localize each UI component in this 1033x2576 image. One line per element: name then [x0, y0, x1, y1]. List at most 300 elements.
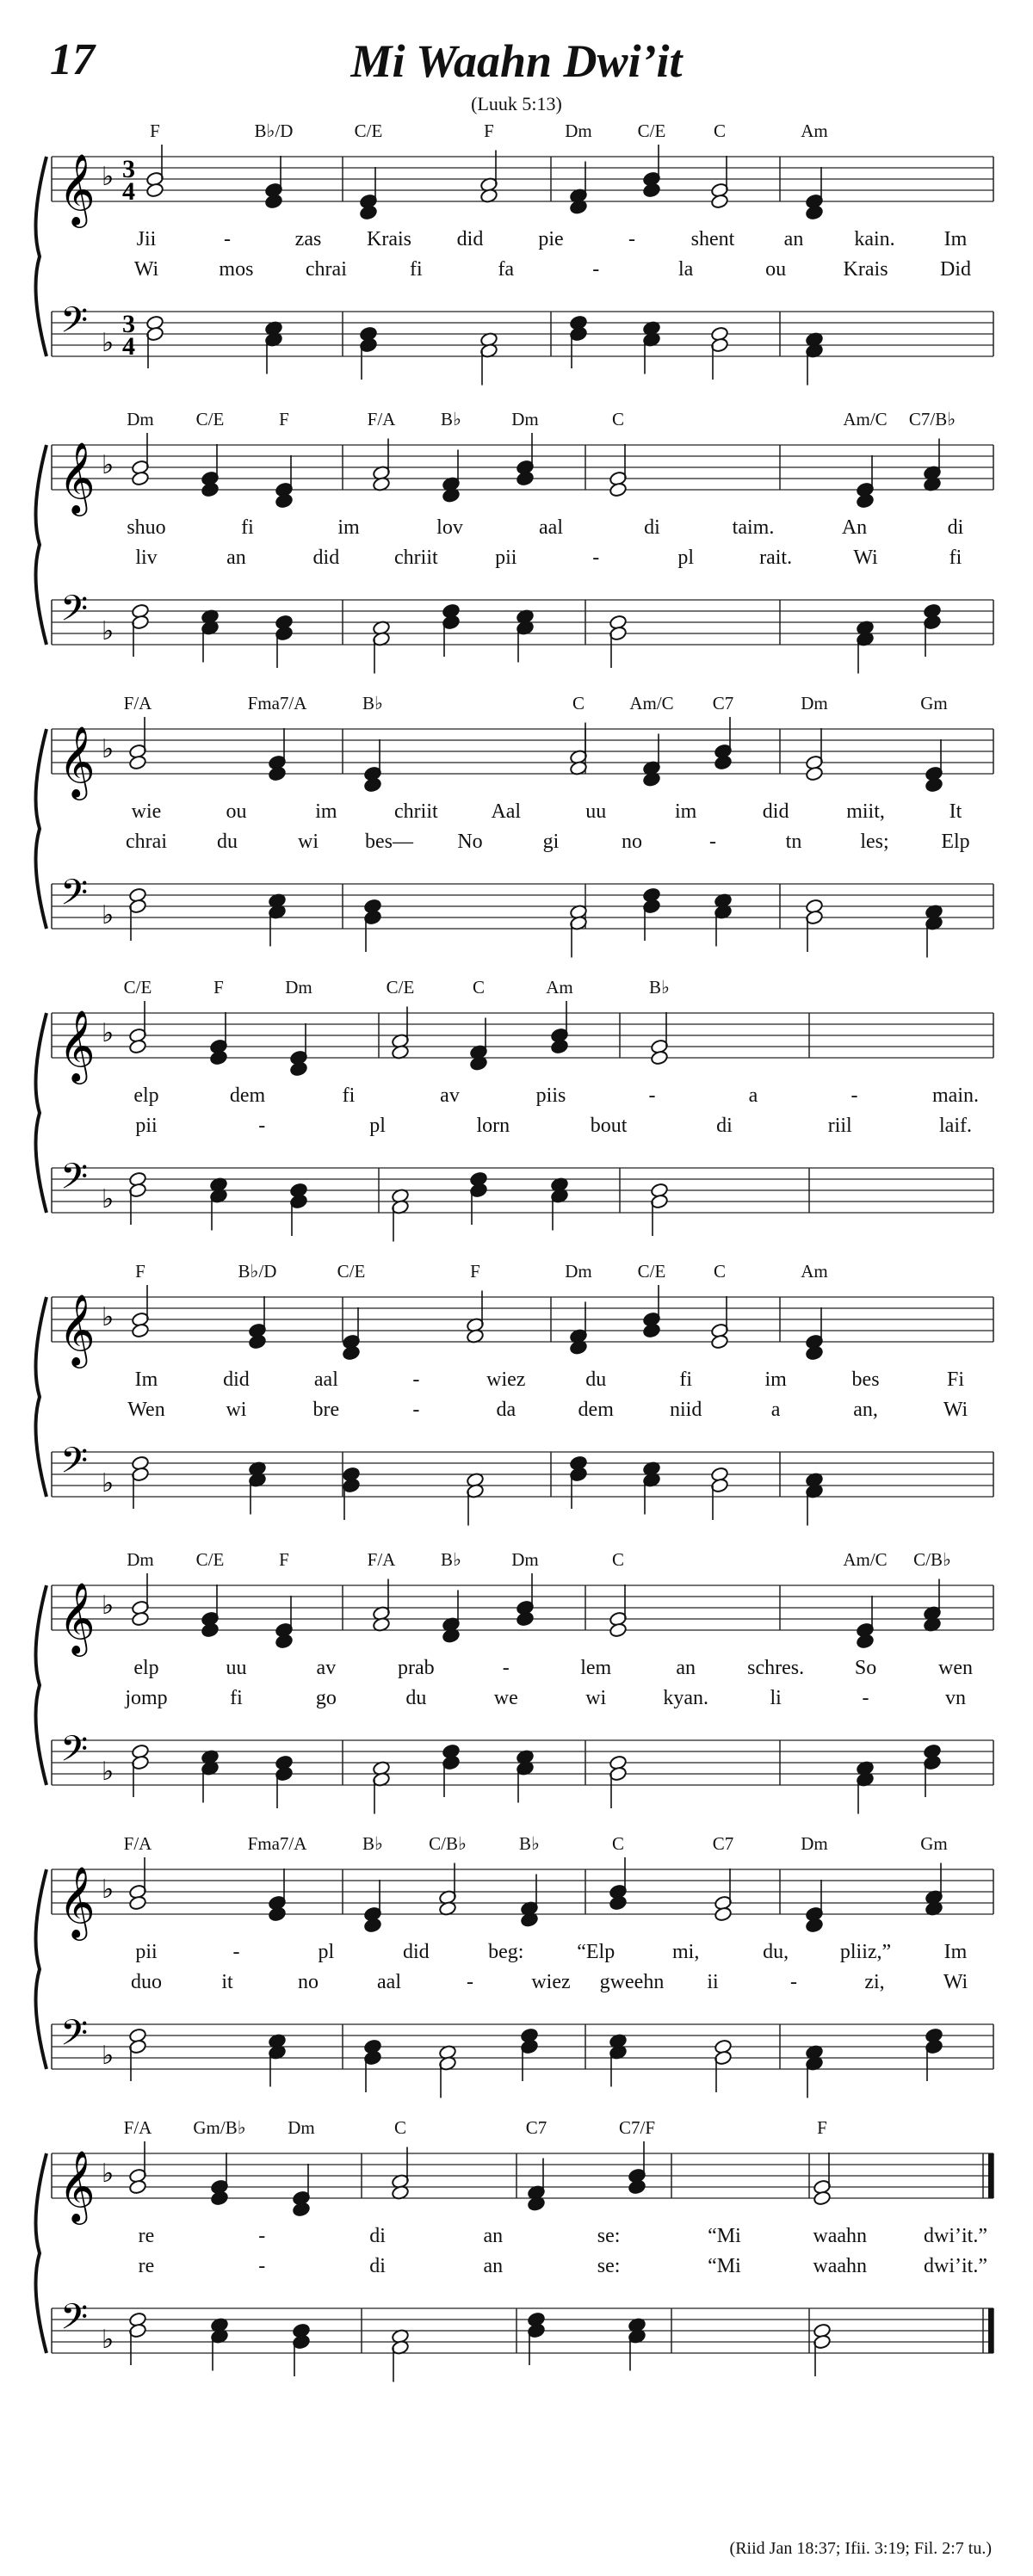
chord-symbol: C/E	[195, 1549, 225, 1570]
lyric-verse1: fi	[241, 516, 254, 539]
lyric-verse2: an	[483, 2255, 504, 2277]
lyric-verse2: Wi	[853, 547, 878, 569]
note-head	[275, 493, 293, 509]
lyric-verse1: -	[258, 2225, 266, 2247]
chord-symbol: C	[611, 1833, 625, 1854]
lyric-verse1: lem	[580, 1657, 612, 1679]
lyric-verse1: du	[585, 1368, 607, 1391]
lyric-verse1: Im	[134, 1368, 158, 1391]
bass-clef-icon: 𝄢	[60, 588, 89, 638]
lyric-verse2: mos	[219, 258, 254, 281]
lyric-verse2: no	[298, 1971, 319, 1993]
lyric-verse2: Wi	[943, 1971, 968, 1993]
music-system	[0, 693, 1033, 968]
lyric-verse1: piis	[535, 1084, 566, 1107]
note-head	[650, 1050, 668, 1066]
lyric-verse2: pl	[677, 547, 694, 569]
lyric-verse1: an	[676, 1657, 696, 1679]
lyric-verse1: Im	[943, 228, 968, 250]
lyric-verse1: -	[628, 228, 635, 250]
lyric-verse2: a	[770, 1399, 781, 1421]
chord-symbol: B♭	[441, 409, 461, 429]
lyric-verse2: Wen	[127, 1399, 165, 1421]
flat-icon: ♭	[102, 329, 114, 357]
lyric-verse1: did	[762, 800, 789, 823]
lyric-verse2: li	[770, 1687, 782, 1709]
lyric-verse1: fi	[679, 1368, 692, 1391]
chord-symbol: Am	[546, 977, 573, 998]
treble-clef-icon: 𝄞	[59, 441, 96, 513]
chord-symbol: Dm	[127, 409, 154, 429]
lyric-verse2: wi	[226, 1399, 247, 1421]
lyric-verse2: no	[622, 831, 642, 853]
note-head	[925, 777, 943, 793]
lyric-verse1: It	[949, 800, 962, 823]
lyric-verse1: pie	[538, 228, 564, 250]
lyric-verse2: “Mi	[708, 2255, 741, 2277]
lyric-verse2: -	[592, 547, 600, 569]
chord-symbol: Dm	[801, 693, 828, 713]
lyric-verse1: schres.	[747, 1657, 805, 1679]
lyric-verse1: lov	[436, 516, 463, 539]
chord-symbol: B♭/D	[254, 120, 294, 141]
note-head	[609, 1622, 627, 1638]
lyric-verse1: -	[224, 228, 231, 250]
time-signature-top: 3	[122, 310, 135, 338]
lyric-verse2: les;	[860, 831, 889, 853]
chord-symbol: Am	[801, 1261, 828, 1282]
note-head	[292, 2202, 310, 2217]
lyric-verse2: di	[369, 2255, 386, 2277]
note-head	[289, 1061, 307, 1077]
note-head	[210, 2190, 228, 2206]
lyric-verse1: wen	[938, 1657, 973, 1679]
lyric-verse1: -	[648, 1084, 656, 1107]
lyric-verse2: did	[312, 547, 340, 569]
note-head	[642, 182, 660, 198]
time-signature-top: 3	[122, 155, 135, 183]
lyric-verse1: “Mi	[708, 2225, 741, 2247]
lyric-verse2: dem	[578, 1399, 614, 1421]
chord-symbol: Gm	[920, 693, 948, 713]
music-system	[0, 977, 1033, 1252]
lyric-verse2: pii	[135, 1115, 158, 1137]
lyric-verse1: di	[644, 516, 660, 539]
chord-symbol: C	[572, 693, 585, 713]
note-head	[856, 1634, 874, 1649]
lyric-verse1: did	[456, 228, 484, 250]
lyric-verse1: av	[316, 1657, 337, 1679]
note-head	[516, 1611, 534, 1627]
note-head	[714, 755, 732, 770]
lyric-verse2: it	[221, 1971, 233, 1993]
lyric-verse2: liv	[135, 547, 158, 569]
lyric-verse2: kyan.	[663, 1687, 708, 1709]
lyric-verse2: No	[457, 831, 483, 853]
lyric-verse2: rait.	[759, 547, 793, 569]
lyric-verse2: bre	[312, 1399, 340, 1421]
lyric-verse1: im	[764, 1368, 787, 1391]
lyric-verse1: an	[483, 2225, 504, 2247]
lyric-verse2: chrai	[126, 831, 167, 853]
staff-notation	[0, 2117, 1033, 2393]
lyric-verse1: im	[674, 800, 697, 823]
bass-clef-icon: 𝄢	[60, 1728, 89, 1778]
note-head	[131, 1323, 149, 1338]
lyric-verse1: waahn	[813, 2225, 868, 2247]
chord-symbol: Dm	[565, 1261, 592, 1282]
flat-icon: ♭	[102, 735, 114, 763]
lyric-verse1: ou	[226, 800, 247, 823]
note-head	[805, 1345, 823, 1361]
scripture-reference: (Luuk 5:13)	[471, 93, 562, 114]
lyric-verse2: jomp	[125, 1687, 168, 1709]
lyric-verse2: Krais	[843, 258, 888, 281]
lyric-verse2: bes—	[365, 831, 413, 853]
flat-icon: ♭	[102, 901, 114, 930]
treble-clef-icon: 𝄞	[59, 725, 96, 797]
chord-symbol: C7/B♭	[908, 409, 956, 429]
lyric-verse1: du,	[763, 1941, 789, 1963]
lyric-verse1: di	[947, 516, 964, 539]
flat-icon: ♭	[102, 617, 114, 646]
chord-symbol: C/E	[195, 409, 225, 429]
note-head	[516, 471, 534, 486]
note-head	[363, 777, 381, 793]
chord-symbol: C/E	[123, 977, 152, 998]
lyric-verse2: du	[217, 831, 238, 853]
lyric-verse1: -	[502, 1657, 510, 1679]
chord-symbol: Dm	[127, 1549, 154, 1570]
chord-symbol: C7	[712, 1833, 734, 1854]
note-head	[201, 1622, 219, 1638]
chord-symbol: F	[484, 120, 494, 141]
flat-icon: ♭	[102, 1303, 114, 1331]
lyric-verse2: re	[138, 2255, 155, 2277]
lyric-verse1: taim.	[732, 516, 775, 539]
lyric-verse2: chriit	[394, 547, 438, 569]
lyric-verse2: bout	[590, 1115, 628, 1137]
note-head	[856, 493, 874, 509]
music-system	[0, 2117, 1033, 2393]
lyric-verse1: “Elp	[577, 1941, 615, 1963]
note-head	[628, 2179, 646, 2195]
lyric-verse1: Aal	[491, 800, 522, 823]
chord-symbol: C	[472, 977, 486, 998]
chord-symbol: B♭	[519, 1833, 540, 1854]
lyric-verse1: did	[223, 1368, 250, 1391]
note-head	[805, 1918, 823, 1933]
lyric-verse2: wi	[585, 1687, 607, 1709]
lyric-verse2: pii	[495, 547, 517, 569]
lyric-verse2: waahn	[813, 2255, 868, 2277]
bass-clef-icon: 𝄢	[60, 1156, 89, 1206]
note-head	[209, 1050, 227, 1066]
note-head	[128, 2179, 146, 2195]
note-head	[128, 1039, 146, 1054]
note-head	[342, 1345, 360, 1361]
lyric-verse2: fi	[230, 1687, 243, 1709]
chord-symbol: F/A	[123, 693, 152, 713]
lyric-verse1: miit,	[846, 800, 885, 823]
lyric-verse2: Did	[940, 258, 971, 281]
lyric-verse2: gweehn	[599, 1971, 665, 1993]
lyric-verse1: pl	[318, 1941, 335, 1963]
note-head	[128, 755, 146, 770]
lyric-verse2: zi,	[864, 1971, 885, 1993]
chord-symbol: Dm	[565, 120, 592, 141]
treble-clef-icon: 𝄞	[59, 1865, 96, 1937]
lyric-verse2: ii	[707, 1971, 719, 1993]
lyric-verse2: -	[790, 1971, 797, 1993]
lyric-verse2: Wi	[133, 258, 159, 281]
treble-clef-icon: 𝄞	[59, 1293, 96, 1365]
note-head	[642, 1323, 660, 1338]
music-system	[0, 120, 1033, 396]
chord-symbol: Dm	[801, 1833, 828, 1854]
note-head	[248, 1334, 266, 1350]
note-head	[710, 1334, 728, 1350]
chord-symbol: Gm	[920, 1833, 948, 1854]
bass-clef-icon: 𝄢	[60, 872, 89, 922]
lyric-verse1: Krais	[367, 228, 411, 250]
lyric-verse1: im	[337, 516, 360, 539]
note-head	[201, 482, 219, 497]
chord-symbol: B♭	[362, 1833, 383, 1854]
flat-icon: ♭	[102, 1875, 114, 1904]
lyric-verse1: a	[748, 1084, 758, 1107]
lyric-verse1: fi	[342, 1084, 356, 1107]
lyric-verse2: dwi’it.”	[924, 2255, 987, 2277]
lyric-verse1: im	[315, 800, 337, 823]
chord-symbol: F	[213, 977, 224, 998]
lyric-verse1: prab	[398, 1657, 435, 1679]
lyric-verse1: beg:	[488, 1941, 524, 1963]
lyric-verse1: bes	[851, 1368, 880, 1391]
lyric-verse2: du	[405, 1687, 427, 1709]
lyric-verse2: laif.	[939, 1115, 972, 1137]
chord-symbol: Am/C	[629, 693, 674, 713]
lyric-verse2: fi	[409, 258, 423, 281]
lyric-verse2: wi	[298, 831, 319, 853]
chord-symbol: C/B♭	[429, 1833, 467, 1854]
treble-clef-icon: 𝄞	[59, 152, 96, 225]
chord-symbol: F	[135, 1261, 145, 1282]
note-head	[805, 205, 823, 220]
chord-symbol: Am	[801, 120, 828, 141]
lyric-verse2: -	[467, 1971, 473, 1993]
hymn-title: Mi Waahn Dwi’it	[350, 35, 683, 87]
lyric-verse2: se:	[597, 2255, 621, 2277]
treble-clef-icon: 𝄞	[59, 2149, 96, 2221]
note-head	[128, 1895, 146, 1911]
lyric-verse1: di	[369, 2225, 386, 2247]
flat-icon: ♭	[102, 2159, 114, 2188]
lyric-verse1: se:	[597, 2225, 621, 2247]
lyric-verse1: An	[841, 516, 868, 539]
chord-symbol: C/E	[337, 1261, 366, 1282]
lyric-verse1: pliiz,”	[839, 1941, 892, 1963]
chord-symbol: C	[713, 1261, 727, 1282]
note-head	[550, 1039, 568, 1054]
lyric-verse1: mi,	[671, 1941, 700, 1963]
lyric-verse1: dwi’it.”	[924, 2225, 987, 2247]
lyric-verse1: elp	[133, 1084, 159, 1107]
treble-clef-icon: 𝄞	[59, 1009, 96, 1081]
lyric-verse1: elp	[133, 1657, 159, 1679]
chord-symbol: F/A	[123, 1833, 152, 1854]
flat-icon: ♭	[102, 2042, 114, 2070]
lyric-verse1: Jii	[136, 228, 157, 250]
lyric-verse2: di	[716, 1115, 733, 1137]
lyric-verse1: dem	[229, 1084, 266, 1107]
chord-symbol: C/E	[386, 977, 415, 998]
flat-icon: ♭	[102, 1019, 114, 1047]
note-head	[714, 1906, 732, 1922]
lyric-verse2: aal	[377, 1971, 401, 1993]
lyric-verse1: kain.	[854, 228, 895, 250]
lyric-verse2: go	[315, 1687, 337, 1709]
lyric-verse1: So	[854, 1657, 877, 1679]
lyric-verse2: wiez	[531, 1971, 571, 1993]
chord-symbol: C7	[525, 2117, 547, 2138]
flat-icon: ♭	[102, 1591, 114, 1620]
chord-symbol: F	[279, 409, 289, 429]
lyric-verse1: an	[783, 228, 804, 250]
lyric-verse1: -	[232, 1941, 240, 1963]
lyric-verse2: riil	[827, 1115, 852, 1137]
lyric-verse2: duo	[131, 1971, 162, 1993]
chord-symbol: C	[713, 120, 727, 141]
flat-icon: ♭	[102, 163, 114, 191]
lyric-verse2: ou	[765, 258, 787, 281]
chord-symbol: C/E	[354, 120, 383, 141]
note-head	[710, 194, 728, 209]
lyric-verse2: Elp	[941, 831, 970, 853]
chord-symbol: C	[611, 409, 625, 429]
music-system	[0, 1261, 1033, 1536]
treble-clef-icon: 𝄞	[59, 1581, 96, 1653]
note-head	[359, 205, 377, 220]
note-head	[264, 194, 282, 209]
lyric-verse1: shent	[690, 228, 735, 250]
chord-symbol: C7/F	[618, 2117, 656, 2138]
time-signature-bottom: 4	[122, 332, 135, 361]
lyric-verse2: fi	[949, 547, 962, 569]
bass-clef-icon: 𝄢	[60, 300, 89, 349]
chord-symbol: F	[817, 2117, 827, 2138]
note-head	[131, 1611, 149, 1627]
lyric-verse1: Fi	[946, 1368, 965, 1391]
lyric-verse1: pii	[135, 1941, 158, 1963]
flat-icon: ♭	[102, 1469, 114, 1498]
note-head	[268, 1906, 286, 1922]
chord-symbol: C7	[712, 693, 734, 713]
chord-symbol: B♭/D	[238, 1261, 277, 1282]
chord-symbol: Fma7/A	[247, 693, 307, 713]
chord-symbol: B♭	[441, 1549, 461, 1570]
note-head	[268, 766, 286, 781]
chord-symbol: C/E	[637, 120, 666, 141]
lyric-verse2: gi	[542, 831, 560, 853]
chord-symbol: F/A	[367, 1549, 396, 1570]
bass-clef-icon: 𝄢	[60, 1440, 89, 1490]
chord-symbol: Am/C	[843, 409, 888, 429]
music-system	[0, 409, 1033, 684]
chord-symbol: B♭	[649, 977, 670, 998]
lyric-verse2: -	[258, 2255, 266, 2277]
lyric-verse2: -	[709, 831, 716, 853]
time-signature-bottom: 4	[122, 177, 135, 206]
lyric-verse2: vn	[945, 1687, 966, 1709]
chord-symbol: Gm/B♭	[193, 2117, 246, 2138]
lyric-verse1: chriit	[394, 800, 438, 823]
chord-symbol: Dm	[285, 977, 312, 998]
note-head	[275, 1634, 293, 1649]
lyric-verse2: da	[496, 1399, 516, 1421]
flat-icon: ♭	[102, 451, 114, 479]
music-system	[0, 1549, 1033, 1825]
lyric-verse2: pl	[369, 1115, 386, 1137]
chord-symbol: F/A	[123, 2117, 152, 2138]
lyric-verse2: we	[493, 1687, 518, 1709]
lyric-verse2: an,	[853, 1399, 878, 1421]
note-head	[609, 1895, 627, 1911]
note-head	[145, 182, 164, 198]
chord-symbol: F/A	[367, 409, 396, 429]
chord-symbol: F	[279, 1549, 289, 1570]
lyric-verse1: zas	[294, 228, 322, 250]
flat-icon: ♭	[102, 1757, 114, 1786]
flat-icon: ♭	[102, 1185, 114, 1214]
footer-references: (Riid Jan 18:37; Ifii. 3:19; Fil. 2:7 tu.)	[729, 2539, 992, 2558]
lyric-verse1: -	[851, 1084, 858, 1107]
lyric-verse1: Im	[943, 1941, 968, 1963]
lyric-verse2: niid	[669, 1399, 702, 1421]
music-system	[0, 1833, 1033, 2109]
lyric-verse1: wiez	[486, 1368, 526, 1391]
chord-symbol: Dm	[511, 409, 539, 429]
lyric-verse1: did	[402, 1941, 430, 1963]
bass-clef-icon: 𝄢	[60, 2296, 89, 2346]
chord-symbol: Dm	[511, 1549, 539, 1570]
chord-symbol: B♭	[362, 693, 383, 713]
lyric-verse2: fa	[498, 258, 515, 281]
hymn-number: 17	[50, 35, 95, 84]
note-head	[131, 471, 149, 486]
lyric-verse2: -	[592, 258, 600, 281]
flat-icon: ♭	[102, 2326, 114, 2354]
chord-symbol: Dm	[288, 2117, 315, 2138]
lyric-verse1: uu	[226, 1657, 247, 1679]
lyric-verse2: -	[412, 1399, 420, 1421]
note-head	[609, 482, 627, 497]
chord-symbol: C/E	[637, 1261, 666, 1282]
lyric-verse2: chrai	[305, 258, 347, 281]
lyric-verse2: -	[258, 1115, 266, 1137]
lyric-verse2: lorn	[476, 1115, 510, 1137]
chord-symbol: C/B♭	[913, 1549, 951, 1570]
note-head	[805, 766, 823, 781]
lyric-verse2: an	[226, 547, 246, 569]
lyric-verse1: aal	[313, 1368, 338, 1391]
lyric-verse1: wie	[131, 800, 162, 823]
chord-symbol: Fma7/A	[247, 1833, 307, 1854]
chord-symbol: C	[393, 2117, 407, 2138]
lyric-verse1: aal	[539, 516, 563, 539]
lyric-verse2: Wi	[943, 1399, 968, 1421]
bass-clef-icon: 𝄢	[60, 2012, 89, 2062]
